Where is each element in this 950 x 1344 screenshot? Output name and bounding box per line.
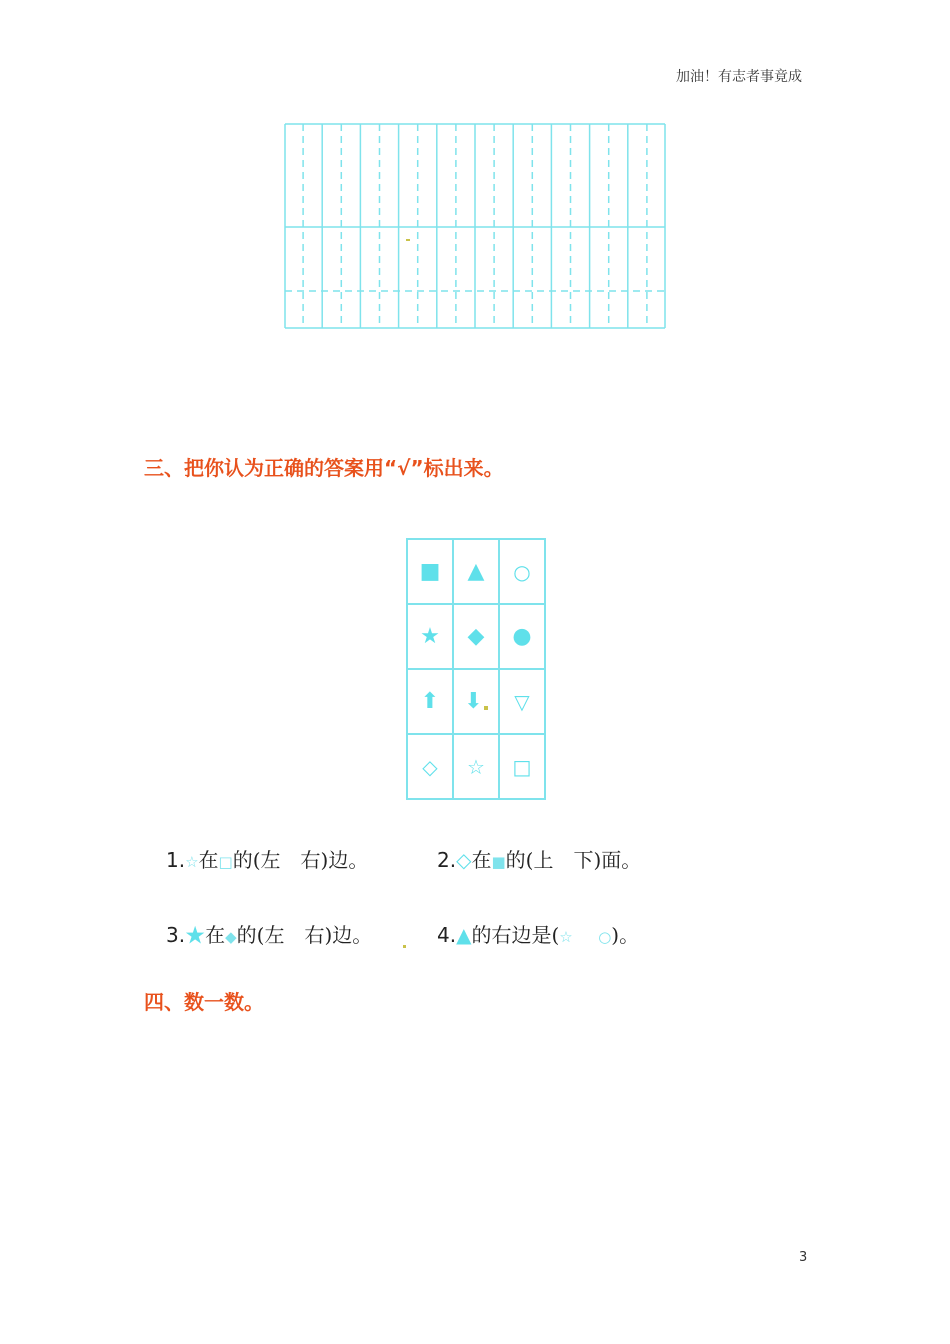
symbol-b: □: [218, 853, 233, 871]
option-star[interactable]: ☆: [559, 928, 573, 946]
symbol-b: ◆: [225, 928, 237, 946]
section3-title: 三、把你认为正确的答案用“√”标出来。: [144, 456, 504, 480]
question-number: 4.: [437, 923, 457, 947]
stray-mark: [406, 239, 410, 241]
shape-symbol: ⬇: [464, 689, 483, 714]
question-1: [166, 844, 368, 873]
question-end: )。: [611, 923, 640, 947]
page-number: 3: [799, 1250, 808, 1265]
question-2: [437, 844, 641, 873]
symbol-a: ☆: [185, 853, 199, 871]
question-text: 在: [471, 848, 492, 872]
question-4: [437, 919, 639, 948]
shape-cell: ⬆: [407, 669, 453, 734]
shape-cell: ☆: [453, 734, 499, 799]
question-number: 2.: [437, 848, 457, 872]
question-number: 1.: [166, 848, 186, 872]
answer-choice[interactable]: 的(左 右)边。: [232, 848, 369, 872]
writing-grid: [284, 123, 666, 329]
question-number: 3.: [166, 923, 186, 947]
stray-dot: [484, 706, 488, 710]
shape-cell: ▲: [453, 539, 499, 604]
option-circle[interactable]: ○: [598, 928, 612, 946]
section4-title: 四、数一数。: [144, 990, 264, 1014]
header-motto: 加油！有志者事竟成: [676, 69, 802, 85]
stray-dot: [403, 935, 406, 954]
answer-choice[interactable]: 的(左 右)边。: [236, 923, 373, 947]
shape-cell: ○: [499, 539, 545, 604]
symbol-b: ■: [491, 853, 506, 871]
shape-grid: [406, 538, 546, 800]
shape-cell: ▽: [499, 669, 545, 734]
symbol-a: ★: [185, 923, 206, 947]
shape-cell: ★: [407, 604, 453, 669]
shape-cell: □: [499, 734, 545, 799]
question-text: 在: [205, 923, 226, 947]
shape-cell-with-mark: [453, 669, 499, 734]
symbol-a: ◇: [456, 848, 472, 872]
shape-cell: ●: [499, 604, 545, 669]
shape-cell: ◆: [453, 604, 499, 669]
shape-cell: ■: [407, 539, 453, 604]
question-3: [166, 919, 372, 948]
answer-choice[interactable]: 的(上 下)面。: [505, 848, 642, 872]
question-text: 在: [198, 848, 219, 872]
shape-cell: ◇: [407, 734, 453, 799]
symbol-a: ▲: [456, 923, 472, 947]
question-text: 的右边是(: [471, 923, 560, 947]
